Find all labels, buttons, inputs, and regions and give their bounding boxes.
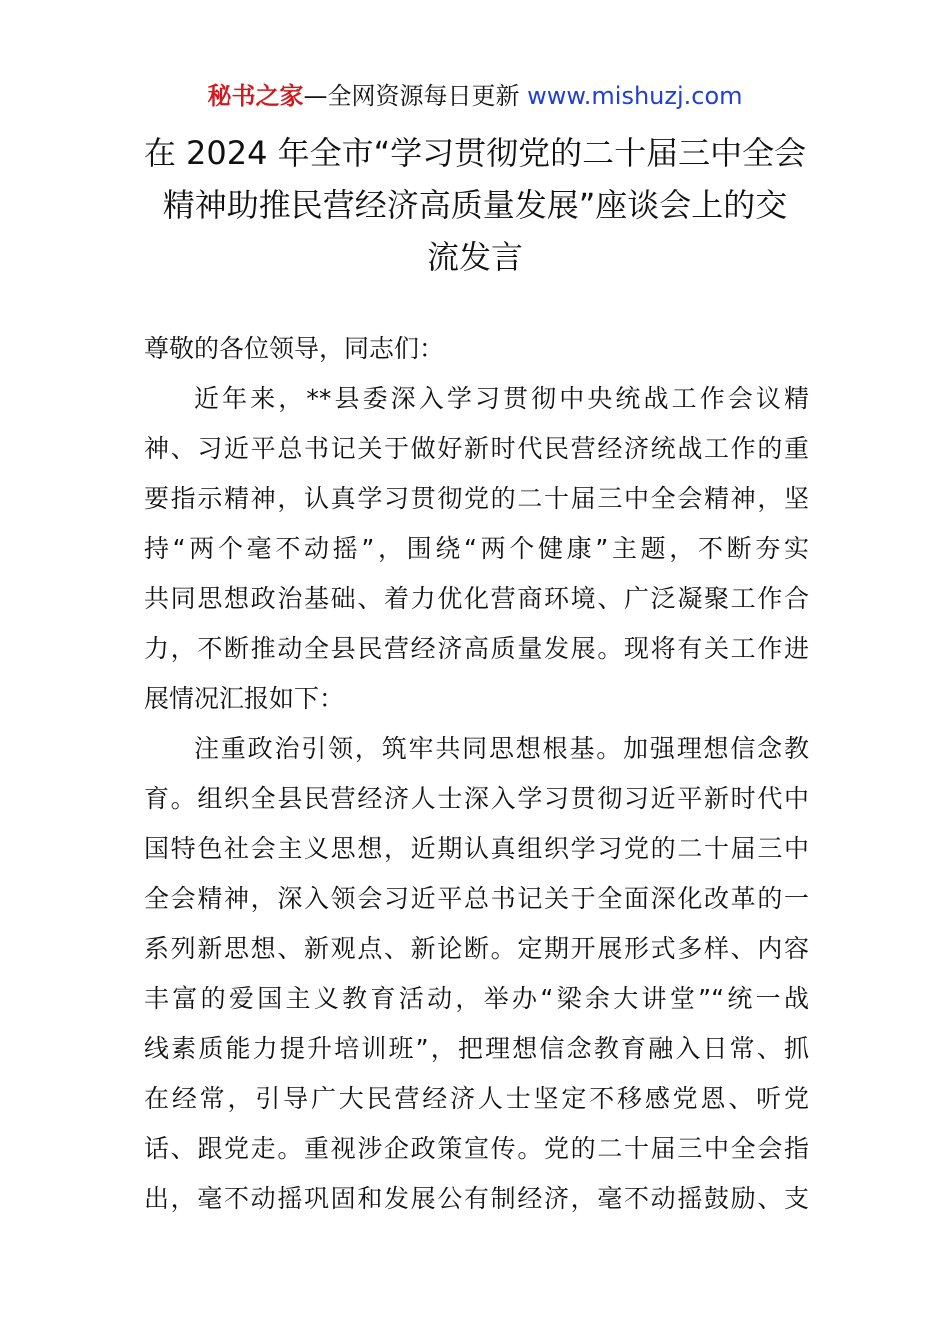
- paragraph-line: 神、习近平总书记关于做好新时代民营经济统战工作的重: [144, 434, 809, 463]
- site-url-link[interactable]: www.mishuzj.com: [527, 82, 743, 110]
- paragraph-line: 要指示精神，认真学习贯彻党的二十届三中全会精神，坚: [144, 484, 809, 513]
- paragraph-line: 持“两个毫不动摇”，围绕“两个健康”主题，不断夯实: [144, 534, 809, 563]
- paragraph-line: 注重政治引领，筑牢共同思想根基。加强理想信念教: [194, 734, 809, 763]
- site-brand: 秘书之家: [207, 82, 304, 110]
- document-body: [144, 324, 809, 1224]
- paragraph-line: 话、跟党走。重视涉企政策宣传。党的二十届三中全会指: [144, 1134, 809, 1163]
- title-line: 流发言: [426, 238, 523, 276]
- paragraph-line: 线素质能力提升培训班”，把理想信念教育融入日常、抓: [144, 1034, 809, 1063]
- paragraph-line: 共同思想政治基础、着力优化营商环境、广泛凝聚工作合: [144, 584, 809, 613]
- paragraph-line: 展情况汇报如下：: [144, 684, 345, 713]
- paragraph-1: [144, 374, 809, 724]
- paragraph-line: 系列新思想、新观点、新论断。定期开展形式多样、内容: [144, 934, 809, 963]
- title-line: 精神助推民营经济高质量发展”座谈会上的交: [162, 186, 788, 224]
- paragraph-line: 育。组织全县民营经济人士深入学习贯彻习近平新时代中: [144, 784, 809, 813]
- title-line: 在 2024 年全市“学习贯彻党的二十届三中全会: [143, 134, 807, 172]
- paragraph-line: 全会精神，深入领会习近平总书记关于全面深化改革的一: [144, 884, 809, 913]
- paragraph-line: 近年来，**县委深入学习贯彻中央统战工作会议精: [194, 384, 809, 413]
- paragraph-2: [144, 724, 809, 1224]
- site-tagline: —全网资源每日更新: [303, 82, 528, 110]
- paragraph-line: 在经常，引导广大民营经济人士坚定不移感党恩、听党: [144, 1084, 809, 1113]
- paragraph-line: 力，不断推动全县民营经济高质量发展。现将有关工作进: [144, 634, 809, 663]
- paragraph-line: 出，毫不动摇巩固和发展公有制经济，毫不动摇鼓励、支: [144, 1184, 809, 1213]
- site-header: [0, 78, 950, 114]
- paragraph-line: 国特色社会主义思想，近期认真组织学习党的二十届三中: [144, 834, 809, 863]
- paragraph-line: 丰富的爱国主义教育活动，举办“梁余大讲堂”“统一战: [144, 984, 809, 1013]
- salutation: 尊敬的各位领导，同志们：: [144, 334, 445, 363]
- document-title: [100, 127, 850, 283]
